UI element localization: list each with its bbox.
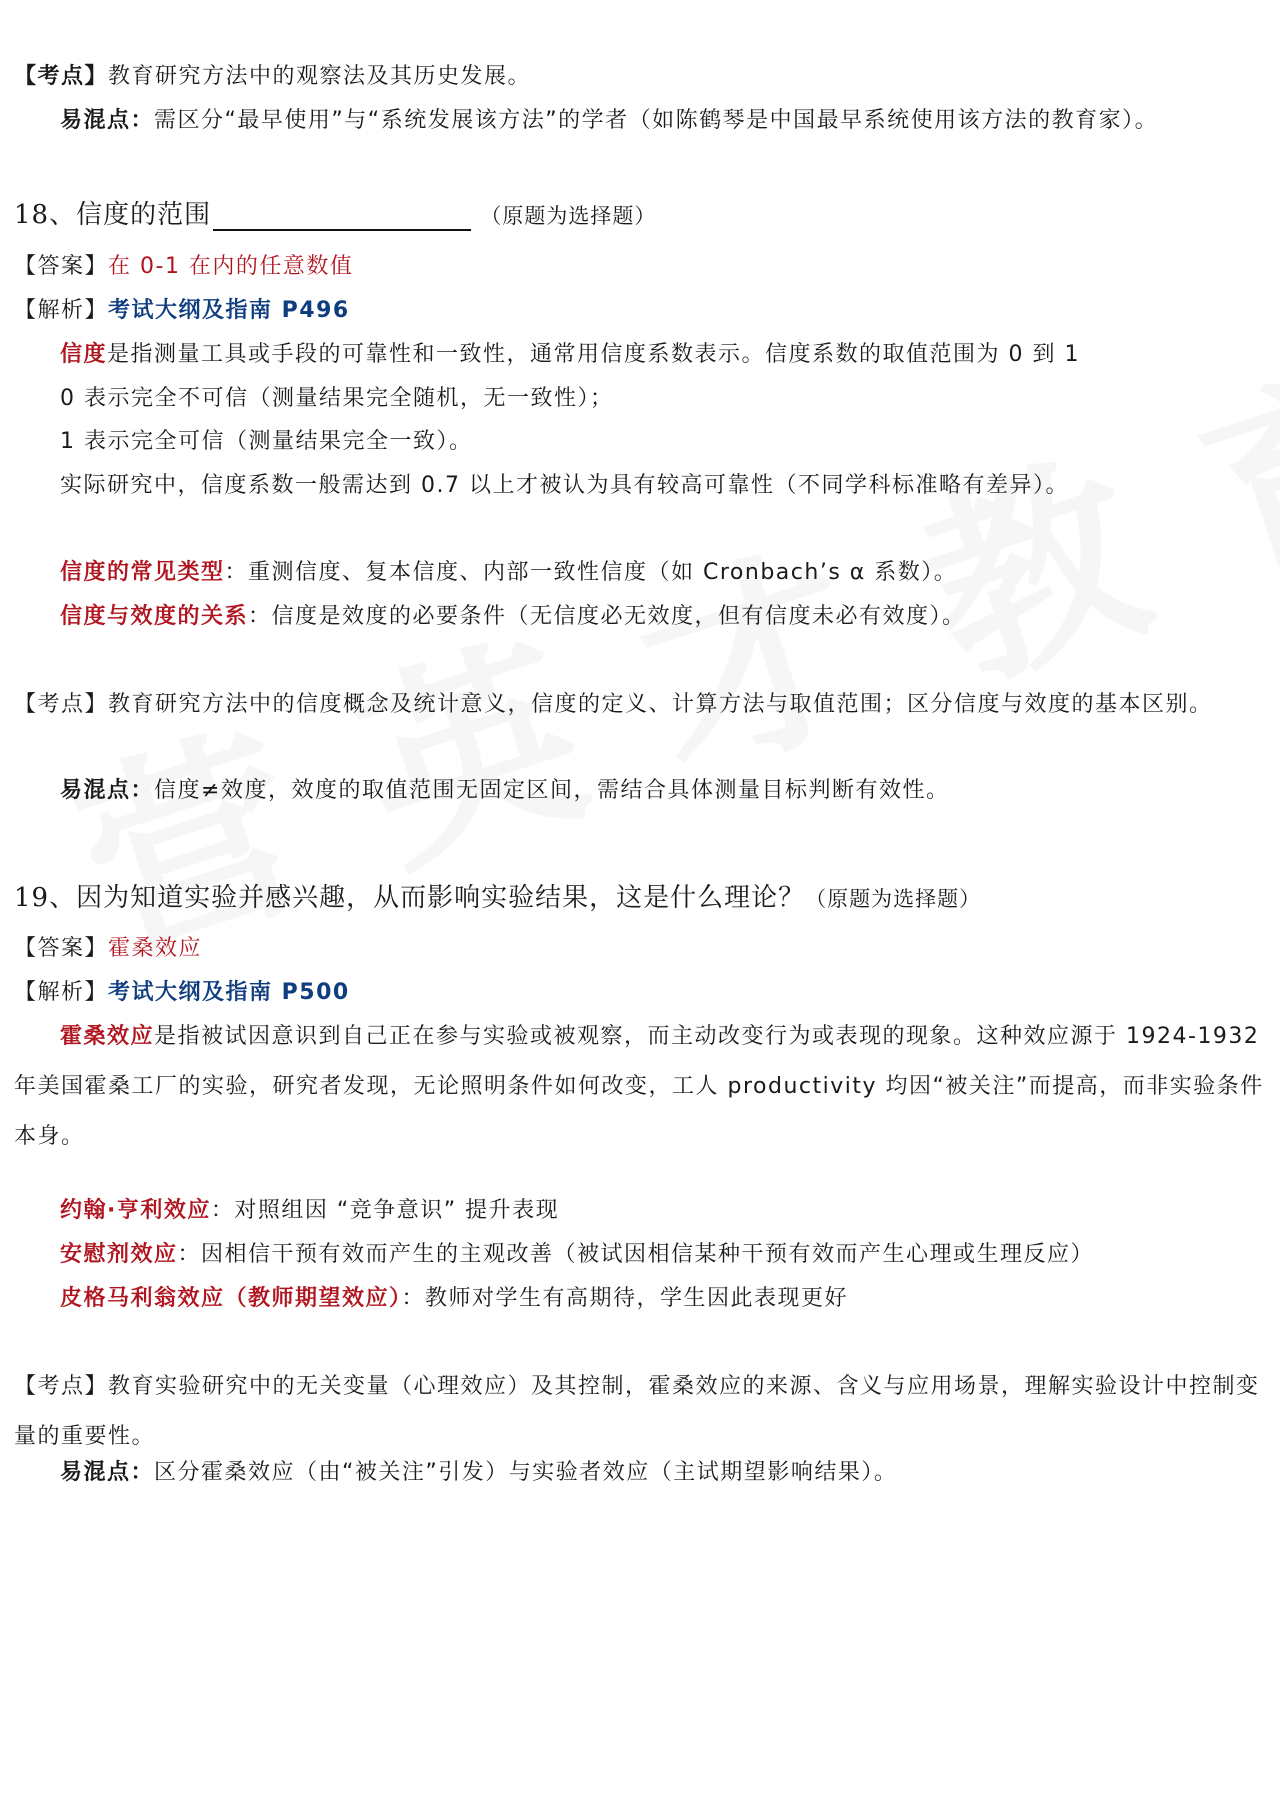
answer-label: 【答案】 [14, 936, 109, 961]
definition-text: 是指测量工具或手段的可靠性和一致性，通常用信度系数表示。信度系数的取值范围为 0 到 1 [107, 342, 1080, 367]
types-label: 信度的常见类型 [60, 560, 225, 585]
question-19-title [14, 883, 1264, 914]
analysis-label: 【解析】 [14, 298, 109, 323]
reference: 考试大纲及指南 P500 [108, 980, 350, 1005]
kaodian-18 [14, 680, 1264, 730]
text-line: 实际研究中，信度系数一般需达到 0.7 以上才被认为具有较高可靠性（不同学科标准略有差异）。 [60, 473, 1069, 498]
question-number: 19、 [14, 883, 77, 913]
analysis-label: 【解析】 [14, 980, 109, 1005]
answer-text: 霍桑效应 [108, 936, 203, 961]
definition-18 [60, 340, 1260, 370]
item-label: 安慰剂效应 [60, 1242, 178, 1267]
yihundian-text: 需区分“最早使用”与“系统发展该方法”的学者（如陈鹤琴是中国最早系统使用该方法的教育家）。 [154, 108, 1159, 133]
analysis-18 [14, 296, 1264, 326]
kaodian-17 [14, 62, 1264, 92]
question-note: （原题为选择题） [480, 204, 657, 228]
reference: 考试大纲及指南 P496 [108, 298, 350, 323]
relation-text: ：信度是效度的必要条件（无信度必无效度，但有信度未必有效度）。 [248, 604, 966, 629]
definition-text: 是指被试因意识到自己正在参与实验或被观察，而主动改变行为或表现的现象。这种效应源于 1924-1932 年美国霍桑工厂的实验，研究者发现，无论照明条件如何改变，工人 productivity 均因“被关注”而提高，而非实验条件本身。 [14, 1024, 1264, 1149]
item-label: 皮格马利翁效应（教师期望效应） [60, 1286, 402, 1311]
relation-label: 信度与效度的关系 [60, 604, 249, 629]
item-text: ：对照组因 “竞争意识” 提升表现 [210, 1198, 560, 1223]
kaodian-19 [14, 1362, 1264, 1462]
yihundian-19 [60, 1458, 1260, 1488]
types-text: ：重测信度、复本信度、内部一致性信度（如 Cronbach’s α 系数）。 [224, 560, 958, 585]
definition-19 [14, 1012, 1264, 1162]
question-note: （原题为选择题） [805, 887, 982, 911]
yihundian-label: 易混点： [60, 1460, 155, 1485]
item-text: ：教师对学生有高期待，学生因此表现更好 [401, 1286, 849, 1311]
question-18-title [14, 200, 1264, 231]
item-placebo [60, 1240, 1260, 1270]
answer-text: 在 0-1 在内的任意数值 [108, 254, 354, 279]
answer-label: 【答案】 [14, 254, 109, 279]
item-john-henry [60, 1196, 1260, 1226]
text-line: 1 表示完全可信（测量结果完全一致）。 [60, 429, 473, 454]
kaodian-text: 教育实验研究中的无关变量（心理效应）及其控制，霍桑效应的来源、含义与应用场景，理解实验设计中控制变量的重要性。 [14, 1374, 1260, 1449]
kaodian-label: 【考点】 [14, 64, 109, 89]
question-number: 18、 [14, 200, 77, 230]
types-18 [60, 558, 1260, 588]
yihundian-label: 易混点： [60, 778, 155, 803]
text-line: 0 表示完全不可信（测量结果完全随机，无一致性）； [60, 386, 614, 411]
yihundian-text: 区分霍桑效应（由“被关注”引发）与实验者效应（主试期望影响结果）。 [154, 1460, 898, 1485]
yihundian-18 [60, 776, 1260, 806]
answer-blank [213, 201, 471, 231]
question-text: 因为知道实验并感兴趣，从而影响实验结果，这是什么理论？ [76, 883, 806, 913]
kaodian-text: 教育研究方法中的观察法及其历史发展。 [108, 64, 532, 89]
item-label: 约翰·亨利效应 [60, 1198, 211, 1223]
kaodian-label: 【考点】 [14, 692, 109, 717]
item-pygmalion [60, 1284, 1260, 1314]
yihundian-label: 易混点： [60, 108, 155, 133]
question-text: 信度的范围 [76, 200, 212, 230]
term: 霍桑效应 [60, 1024, 155, 1049]
yihundian-17 [60, 106, 1260, 136]
kaodian-text: 教育研究方法中的信度概念及统计意义，信度的定义、计算方法与取值范围；区分信度与效度的基本区别。 [108, 692, 1213, 717]
item-text: ：因相信干预有效而产生的主观改善（被试因相信某种干预有效而产生心理或生理反应） [177, 1242, 1095, 1267]
answer-18 [14, 252, 1264, 282]
term: 信度 [60, 342, 108, 367]
answer-19 [14, 934, 1264, 964]
kaodian-label: 【考点】 [14, 1374, 109, 1399]
analysis-19 [14, 978, 1264, 1008]
yihundian-text: 信度≠效度，效度的取值范围无固定区间，需结合具体测量目标判断有效性。 [154, 778, 950, 803]
relation-18 [60, 602, 1260, 632]
